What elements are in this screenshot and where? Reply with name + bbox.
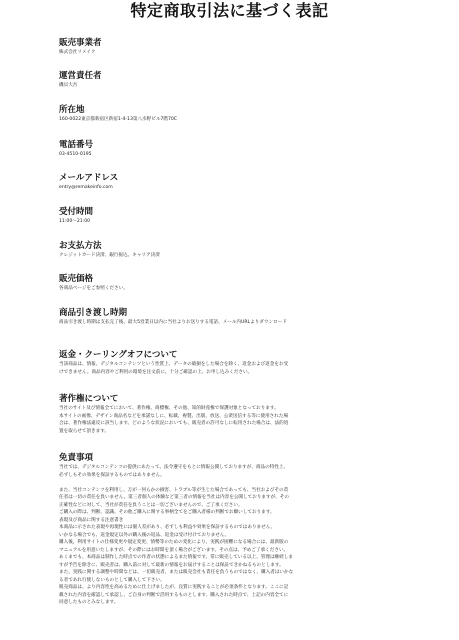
section-value: 160-0022東京都新宿区新宿1-4-13第八水野ビル7階70C [59,117,178,122]
text-line: あくまでも、本商品は制作した時点での作者の状態によるまた情報です。常に販売している以上、管理は継続しま [59,555,293,560]
text-line: 正確性などに対して、当社が責任を負うことは一切ございませんので、ご了承ください。 [59,502,243,508]
text-line: また、当社コンテンツを利用し、万が一何らかの損害、トラブル等が生じた場合であっても、当社およびその責 [59,487,289,493]
text-line: すが予告を除きに、販売者は、購入前に対して最新の情報をお届けすることは保証できかねるものとします。 [59,562,284,568]
section-price [59,273,404,293]
text-line: 同意したものとみなします。 [59,600,119,605]
text-line: また、実践に関する調整や時間などは、一切販売者、または販売会社も責任を負うものではなく、購入者はいかな [59,570,294,575]
section-value: 03-4510-0195 [59,152,92,157]
page-title: 特定商取引法に基づく表記 [130,1,329,20]
section-heading: 販売事業者 [59,38,102,48]
section-value: entry@remakeinfo.com [59,185,113,190]
text-line: いかなる場合でも、返金規定以外の購入後の返品、返金は受け付けておりません。 [59,532,230,538]
section-heading: 受付時間 [59,207,94,217]
text-line: 置を取らせて頂きます。 [59,428,110,434]
section-heading: 電話番号 [59,140,94,150]
section-value: 磯貝大吾 [59,83,78,88]
section-hours [59,206,404,226]
section-heading: 著作権について [59,394,119,404]
section-heading: 所在地 [59,105,85,115]
section-copyright [59,393,404,435]
text-line [59,479,404,487]
section-returns [59,349,404,376]
text-line: 任者は一切の責任を負いません。第三者個人の体験など第三者の情報を当社は内容を公開しておりますが、その [59,495,289,500]
text-line: 販売商品は、より内容性を高めるために仕上げましたが、良質に実践することが必須条件となります。ここに記 [59,585,289,590]
section-email [59,172,404,192]
section-text [59,464,404,607]
text-line: 当社では、デジタルコンテンツの提供にあたって、法令遵守をもとに情報公開しておりますが、商品の特性上、 [59,465,289,470]
section-text [59,319,404,327]
text-line: る者であれ行使しないものとして購入して下さい。 [59,577,165,583]
section-address [59,104,404,124]
section-heading: 販売価格 [59,274,94,284]
section-phone [59,139,404,159]
section-value: 各商品ページをご参照ください。 [59,286,128,291]
section-heading: 運営責任者 [59,71,102,81]
text-line: 本サイトの画像、デザイン商品名などを承諾なしに、転載、複製、出版、放送、公衆送信する等に使用された場 [59,413,289,419]
text-line: 載された内容を確認して承認し、ご自身の判断で活用するものとします。購入された時点で、上記の内容全てに [59,592,289,598]
section-value: 株式会社リメイク [59,50,96,55]
section-value: クレジットカード決済、銀行振込、キャリア決済 [59,253,160,258]
section-manager [59,70,404,90]
section-delivery [59,307,404,327]
text-line: 当該商品は、情報、デジタルコンテンツという性質上、データの破損をした場合を除く、返金および返金をお受 [59,362,289,367]
section-text [59,405,404,435]
section-seller [59,37,404,57]
text-line: 合は、著作権法違反に該当します。どのような状況においても、販売者の許可なしに転用された場合は、法的処 [59,421,289,426]
section-heading: お支払方法 [59,241,102,251]
section-text [59,361,404,376]
section-payment [59,240,404,260]
text-line: 本商品に示された表現や再現性には個人差があり、必ずしも利益や効果を保証するものではありません。 [59,525,276,530]
section-disclaimer [59,452,404,607]
text-line: 購入後、利用サイトの仕様変更や規定変更、情勢等のための変化により、実践が困難になる場合には、最新版の [59,540,289,545]
text-line: ご購入の際は、判断、認識、その他ご購入に関する事柄全てをご購入者様の判断でお願いしております。 [59,510,275,515]
text-line: マニュアルを用意いたしますが、その際にはお時間を頂く場合がございます。その点は、予めご了承ください。 [59,547,289,553]
text-line: 商品引き渡し時期は支払完了後、最大5営業日以内に当社よりお送りする電話、メール内URLよりダウンロード [59,320,287,325]
section-heading: 商品引き渡し時期 [59,308,128,318]
section-heading: メールアドレス [59,173,119,183]
section-heading: 免責事項 [59,453,94,463]
section-heading: 返金・クーリングオフについて [59,350,178,360]
text-line: けできません。商品内容やご利用の環境を注文前に、十分ご確認の上、お申し込みください。 [59,369,253,375]
text-line: 表現及び商品に関する注意書き [59,517,124,523]
text-line: 当社のサイト及び情報全てにおいて、著作権、商標権、その他、知的財産権で保護対象となっております。 [59,406,279,411]
text-line: 必ずしもその効果を保証するものではありません。 [59,472,165,478]
section-value: 11:00～21:00 [59,219,91,224]
